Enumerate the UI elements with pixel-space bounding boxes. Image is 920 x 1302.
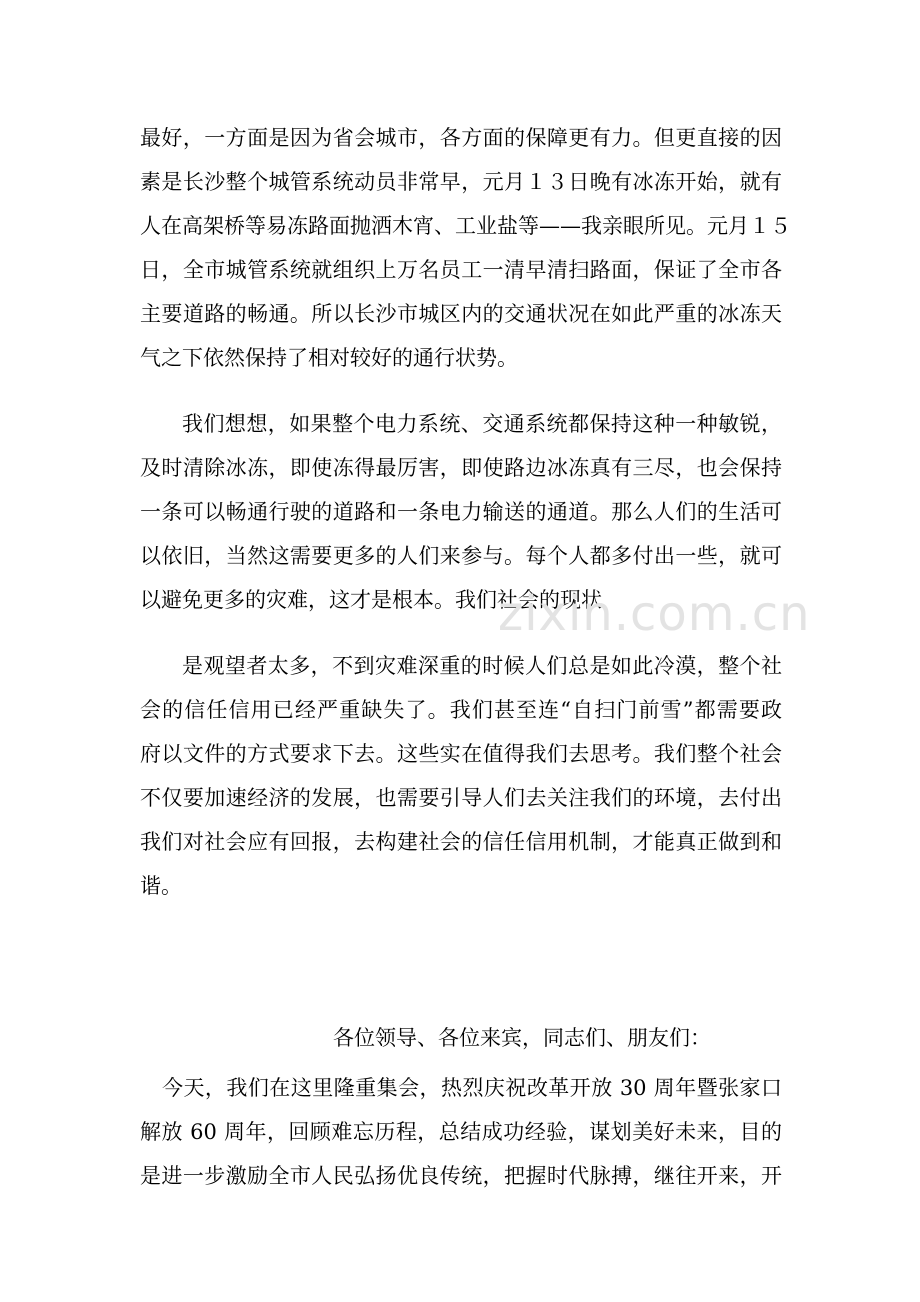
paragraph-line: 谐。 <box>140 874 182 898</box>
watermark: zixin.com.cn <box>498 586 811 642</box>
paragraph-line: 会的信任信用已经严重缺失了。我们甚至连“自扫门前雪”都需要政 <box>140 698 782 722</box>
paragraph-line: 日，全市城管系统就组织上万名员工一清早清扫路面，保证了全市各 <box>140 258 782 282</box>
paragraph-line: 以依旧，当然这需要更多的人们来参与。每个人都多付出一些，就可 <box>140 544 782 568</box>
paragraph-line: 气之下依然保持了相对较好的通行状势。 <box>140 346 518 370</box>
paragraph-line: 人在高架桥等易冻路面抛洒木宵、工业盐等——我亲眼所见。元月１５ <box>140 214 791 238</box>
paragraph-line: 今天，我们在这里隆重集会，热烈庆祝改革开放 30 周年暨张家口 <box>162 1076 782 1100</box>
paragraph-line: 我们对社会应有回报，去构建社会的信任信用机制，才能真正做到和 <box>140 830 782 854</box>
paragraph-line: 是观望者太多，不到灾难深重的时候人们总是如此冷漠，整个社 <box>182 654 782 678</box>
salutation-line: 各位领导、各位来宾，同志们、朋友们： <box>333 1026 711 1050</box>
paragraph-3 <box>140 644 782 908</box>
paragraph-line: 及时清除冰冻，即使冻得最厉害，即使路边冰冻真有三尽，也会保持 <box>140 456 782 480</box>
paragraph-line: 不仅要加速经济的发展，也需要引导人们去关注我们的环境，去付出 <box>140 786 782 810</box>
paragraph-line: 以避免更多的灾难，这才是根本。我们社会的现状 <box>140 588 602 612</box>
paragraph-line: 解放 60 周年，回顾难忘历程，总结成功经验，谋划美好未来，目的 <box>140 1120 782 1144</box>
paragraph-line: 素是长沙整个城管系统动员非常早，元月１３日晚有冰冻开始，就有 <box>140 170 782 194</box>
salutation <box>140 1016 782 1060</box>
paragraph-line: 一条可以畅通行驶的道路和一条电力输送的通道。那么人们的生活可 <box>140 500 782 524</box>
paragraph-2 <box>140 402 782 622</box>
paragraph-line: 我们想想，如果整个电力系统、交通系统都保持这种一种敏锐， <box>182 412 782 436</box>
paragraph-line: 府以文件的方式要求下去。这些实在值得我们去思考。我们整个社会 <box>140 742 782 766</box>
paragraph-line: 最好，一方面是因为省会城市，各方面的保障更有力。但更直接的因 <box>140 126 782 150</box>
paragraph-5 <box>140 1066 782 1198</box>
paragraph-line: 主要道路的畅通。所以长沙市城区内的交通状况在如此严重的冰冻天 <box>140 302 782 326</box>
paragraph-line: 是进一步激励全市人民弘扬优良传统，把握时代脉搏，继往开来，开 <box>140 1164 782 1188</box>
paragraph-1 <box>140 116 791 380</box>
